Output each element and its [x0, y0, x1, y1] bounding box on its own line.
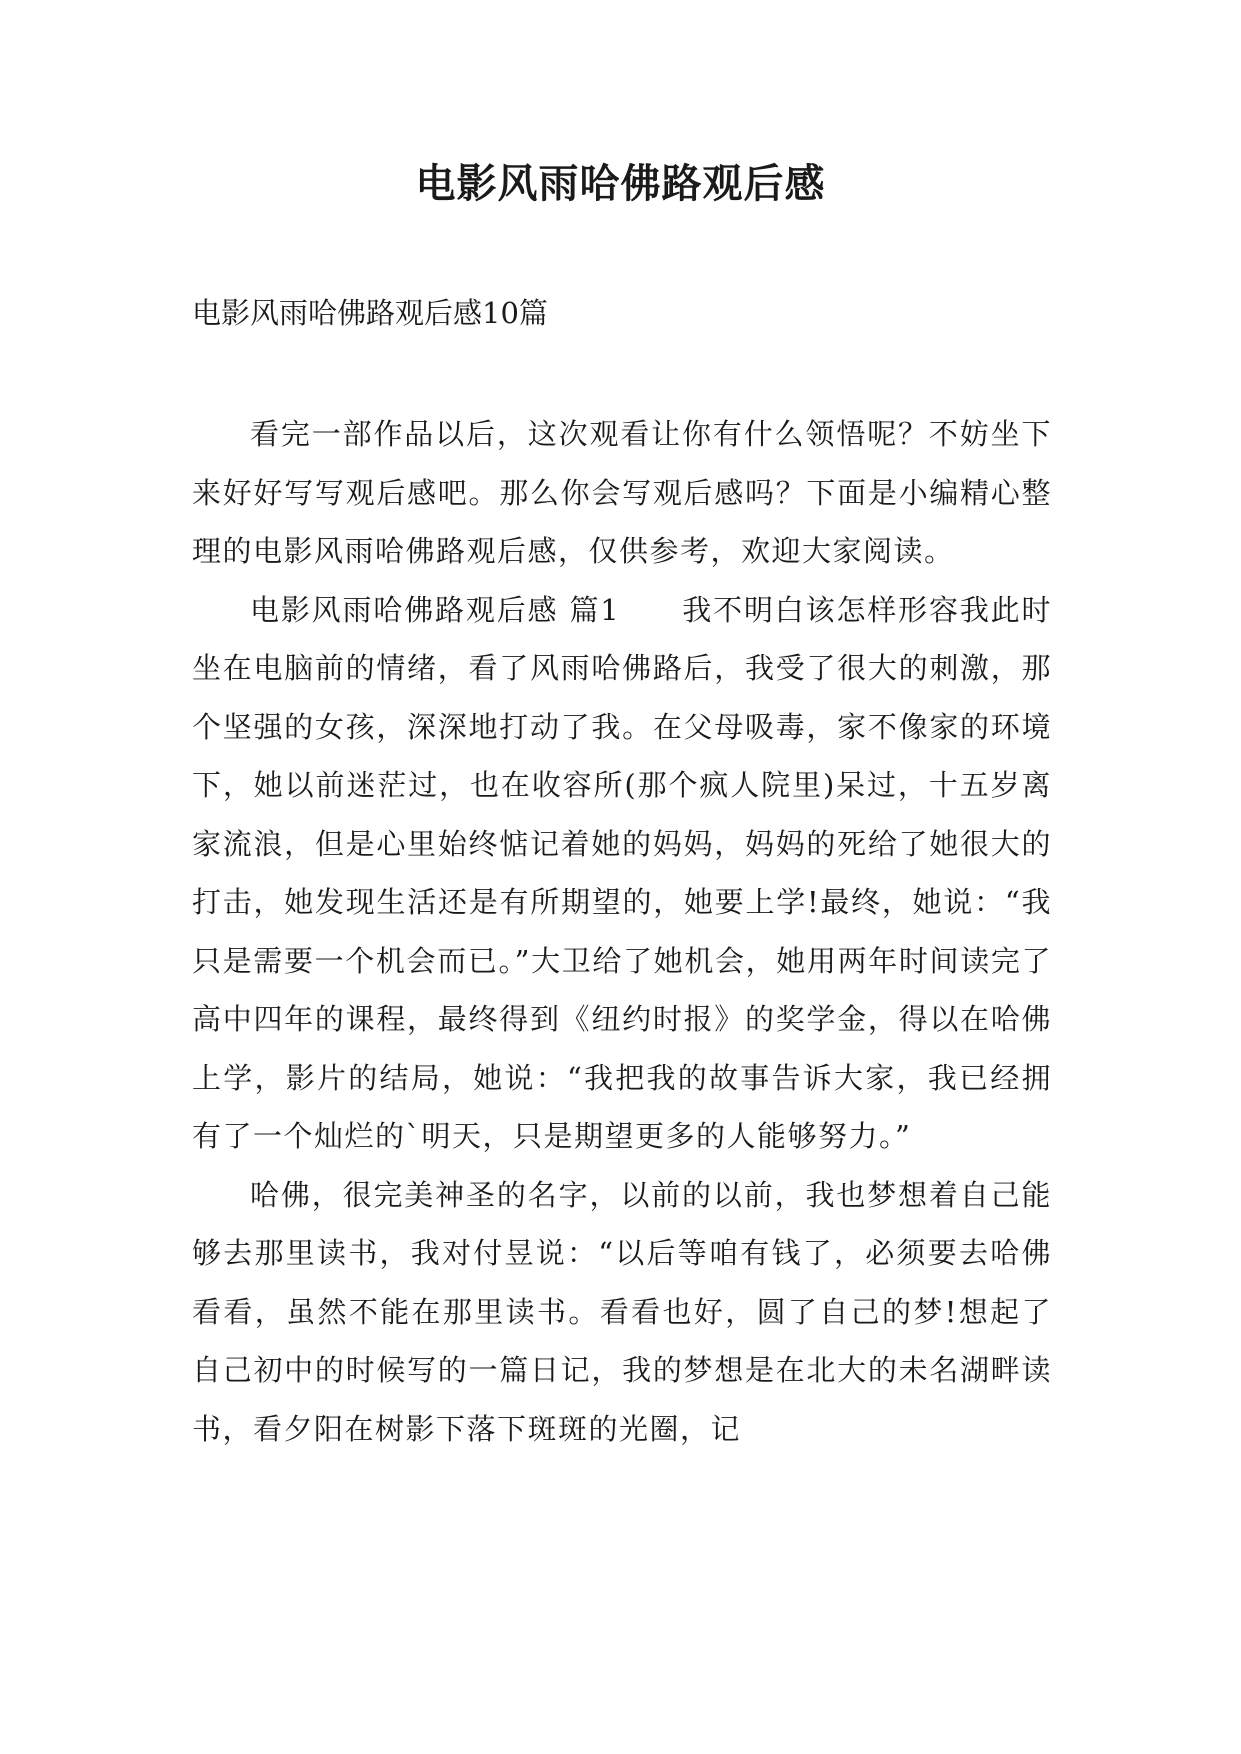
document-subtitle: 电影风雨哈佛路观后感10篇 [192, 296, 548, 330]
paragraph-intro: 看完一部作品以后，这次观看让你有什么领悟呢？不妨坐下来好好写写观后感吧。那么你会写观后感吗？下面是小编精心整理的电影风雨哈佛路观后感，仅供参考，欢迎大家阅读。 [192, 417, 1052, 568]
document-body [192, 405, 1052, 1458]
document-title: 电影风雨哈佛路观后感 [415, 160, 826, 207]
paragraph-harvard-dream: 哈佛，很完美神圣的名字，以前的以前，我也梦想着自己能够去那里读书，我对付昱说：“以后等咱有钱了，必须要去哈佛看看，虽然不能在那里读书。看看也好，圆了自己的梦!想起了自己初中的时候写的一篇日记，我的梦想是在北大的未名湖畔读书，看夕阳在树影下落下斑斑的光圈，记 [192, 1177, 1052, 1446]
paragraph-review-1: 电影风雨哈佛路观后感 篇1 我不明白该怎样形容我此时坐在电脑前的情绪，看了风雨哈佛路后，我受了很大的刺激，那个坚强的女孩，深深地打动了我。在父母吸毒，家不像家的环境下，她以前迷茫过，也在收容所(那个疯人院里)呆过，十五岁离家流浪，但是心里始终惦记着她的妈妈，妈妈的死给了她很大的打击，她发现生活还是有所期望的，她要上学!最终，她说：“我只是需要一个机会而已。”大卫给了她机会，她用两年时间读完了高中四年的课程，最终得到《纽约时报》的奖学金，得以在哈佛上学，影片的结局，她说：“我把我的故事告诉大家，我已经拥有了一个灿烂的`明天，只是期望更多的人能够努力。” [192, 592, 1052, 1153]
